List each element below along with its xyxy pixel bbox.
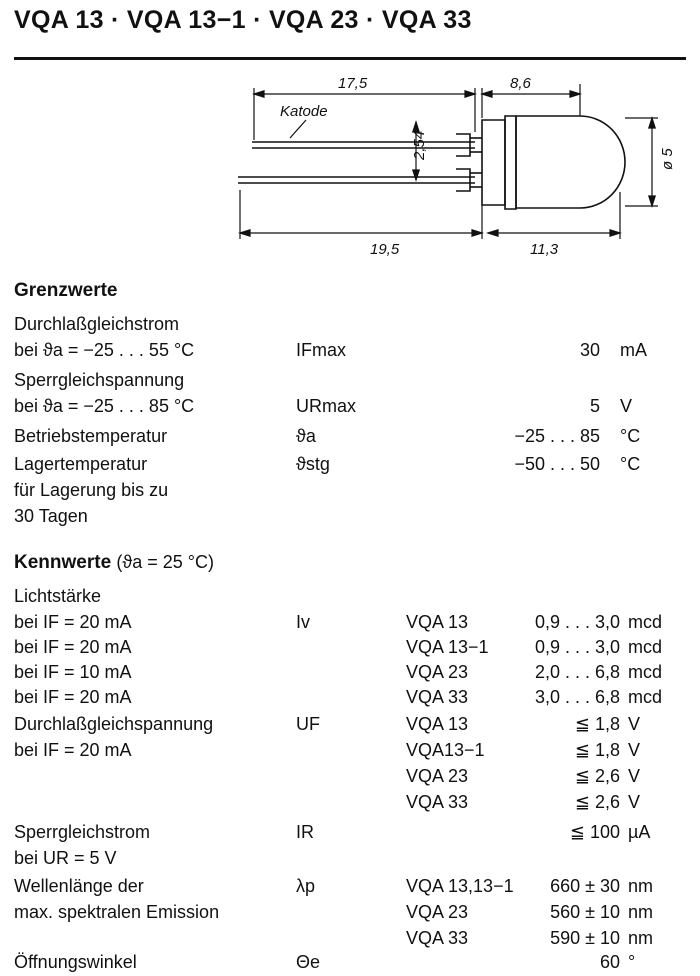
limit-unit-urmax: V [620, 396, 633, 416]
char-unit-lambda-3: nm [628, 928, 654, 948]
char-type-uf-1: VQA 13 [406, 714, 469, 734]
char-unit-lv-3: mcd [628, 662, 663, 682]
limit-unit-ifmax: mA [620, 340, 647, 360]
char-type-uf-3: VQA 23 [406, 766, 469, 786]
dim-label-17-5: 17,5 [338, 75, 368, 92]
char-type-lambda-3: VQA 33 [406, 928, 469, 948]
limit-desc-storage-temp-l3: 30 Tagen [14, 506, 88, 526]
char-desc-wavelength-l2: max. spektralen Emission [14, 902, 220, 922]
char-type-lv-4: VQA 33 [406, 687, 469, 707]
char-symbol-ir: IR [296, 822, 314, 842]
char-type-lambda-1: VQA 13,13−1 [406, 876, 514, 896]
char-cond-lv-2: bei IF = 20 mA [14, 637, 132, 657]
limit-symbol-ifmax: IFmax [296, 340, 347, 360]
section-heading-characteristics [14, 552, 214, 574]
char-symbol-lv: Iv [296, 612, 311, 632]
char-value-uf-3: ≦ 2,6 [574, 766, 620, 786]
char-value-lambda-3: 590 ± 10 [550, 928, 620, 948]
char-unit-uf-1: V [628, 714, 641, 734]
char-unit-lambda-1: nm [628, 876, 654, 896]
limit-desc-forward-current-l2: bei ϑa = −25 . . . 55 °C [14, 340, 195, 360]
char-type-uf-4: VQA 33 [406, 792, 469, 812]
char-value-uf-4: ≦ 2,6 [574, 792, 620, 812]
char-value-ir: ≦ 100 [569, 822, 620, 842]
title-divider [14, 57, 686, 60]
char-desc-luminous-intensity: Lichtstärke [14, 586, 102, 606]
limit-value-storage-temp: −50 . . . 50 [514, 454, 600, 474]
char-value-uf-2: ≦ 1,8 [574, 740, 620, 760]
char-unit-viewing-angle: ° [628, 952, 636, 972]
char-unit-lv-2: mcd [628, 637, 663, 657]
cathode-label: Katode [280, 103, 328, 120]
char-desc-viewing-angle: Öffnungswinkel [14, 952, 137, 972]
char-unit-ir: µA [628, 822, 651, 842]
char-value-viewing-angle: 60 [599, 952, 620, 972]
limit-desc-storage-temp-l1: Lagertemperatur [14, 454, 148, 474]
section-heading-limits: Grenzwerte [14, 280, 118, 301]
char-cond-lv-3: bei IF = 10 mA [14, 662, 132, 682]
limit-symbol-theta-stg: ϑstg [296, 454, 330, 474]
limit-symbol-urmax: URmax [296, 396, 357, 416]
char-desc-reverse-current-l2: bei UR = 5 V [14, 848, 117, 868]
limit-desc-reverse-voltage-l2: bei ϑa = −25 . . . 85 °C [14, 396, 195, 416]
limit-desc-forward-current-l1: Durchlaßgleichstrom [14, 314, 180, 334]
limit-unit-operating-temp: °C [620, 426, 641, 446]
led-package-dimension-drawing [220, 72, 690, 262]
char-unit-uf-2: V [628, 740, 641, 760]
char-desc-forward-voltage-l2: bei IF = 20 mA [14, 740, 132, 760]
char-value-lv-2: 0,9 . . . 3,0 [534, 637, 620, 657]
char-value-lambda-2: 560 ± 10 [550, 902, 620, 922]
char-desc-forward-voltage-l1: Durchlaßgleichspannung [14, 714, 214, 734]
char-value-lv-3: 2,0 . . . 6,8 [534, 662, 620, 682]
char-unit-lambda-2: nm [628, 902, 654, 922]
char-unit-uf-4: V [628, 792, 641, 812]
dim-label-2-54: 2,54 [411, 130, 428, 160]
dim-label-19-5: 19,5 [370, 241, 400, 258]
char-symbol-uf: UF [296, 714, 320, 734]
char-value-lambda-1: 660 ± 30 [550, 876, 620, 896]
char-unit-lv-1: mcd [628, 612, 663, 632]
limit-desc-storage-temp-l2: für Lagerung bis zu [14, 480, 169, 500]
char-desc-wavelength-l1: Wellenlänge der [14, 876, 144, 896]
char-value-uf-1: ≦ 1,8 [574, 714, 620, 734]
char-desc-reverse-current-l1: Sperrgleichstrom [14, 822, 151, 842]
limit-desc-operating-temp: Betriebstemperatur [14, 426, 168, 446]
dim-label-8-6: 8,6 [510, 75, 531, 92]
limit-value-urmax: 5 [589, 396, 600, 416]
char-symbol-theta-e: Θe [296, 952, 321, 972]
characteristics-heading-text: Kennwerte [14, 552, 112, 573]
dim-label-11-3: 11,3 [530, 241, 559, 258]
char-symbol-lambda-p: λp [296, 876, 316, 896]
char-unit-uf-3: V [628, 766, 641, 786]
char-unit-lv-4: mcd [628, 687, 663, 707]
char-type-lv-1: VQA 13 [406, 612, 469, 632]
char-type-lv-2: VQA 13−1 [406, 637, 489, 657]
char-type-lambda-2: VQA 23 [406, 902, 469, 922]
char-type-uf-2: VQA13−1 [406, 740, 485, 760]
char-cond-lv-4: bei IF = 20 mA [14, 687, 132, 707]
characteristics-heading-condition: (ϑa = 25 °C) [116, 552, 214, 572]
limit-unit-storage-temp: °C [620, 454, 641, 474]
limit-desc-reverse-voltage-l1: Sperrgleichspannung [14, 370, 185, 390]
char-type-lv-3: VQA 23 [406, 662, 469, 682]
limit-value-operating-temp: −25 . . . 85 [514, 426, 600, 446]
char-value-lv-1: 0,9 . . . 3,0 [534, 612, 620, 632]
page-title: VQA 13 · VQA 13−1 · VQA 23 · VQA 33 [14, 6, 472, 34]
char-value-lv-4: 3,0 . . . 6,8 [534, 687, 620, 707]
limit-symbol-theta-a: ϑa [296, 426, 316, 446]
limit-value-ifmax: 30 [579, 340, 600, 360]
char-cond-lv-1: bei IF = 20 mA [14, 612, 132, 632]
dim-label-diameter: ø 5 [659, 148, 676, 170]
